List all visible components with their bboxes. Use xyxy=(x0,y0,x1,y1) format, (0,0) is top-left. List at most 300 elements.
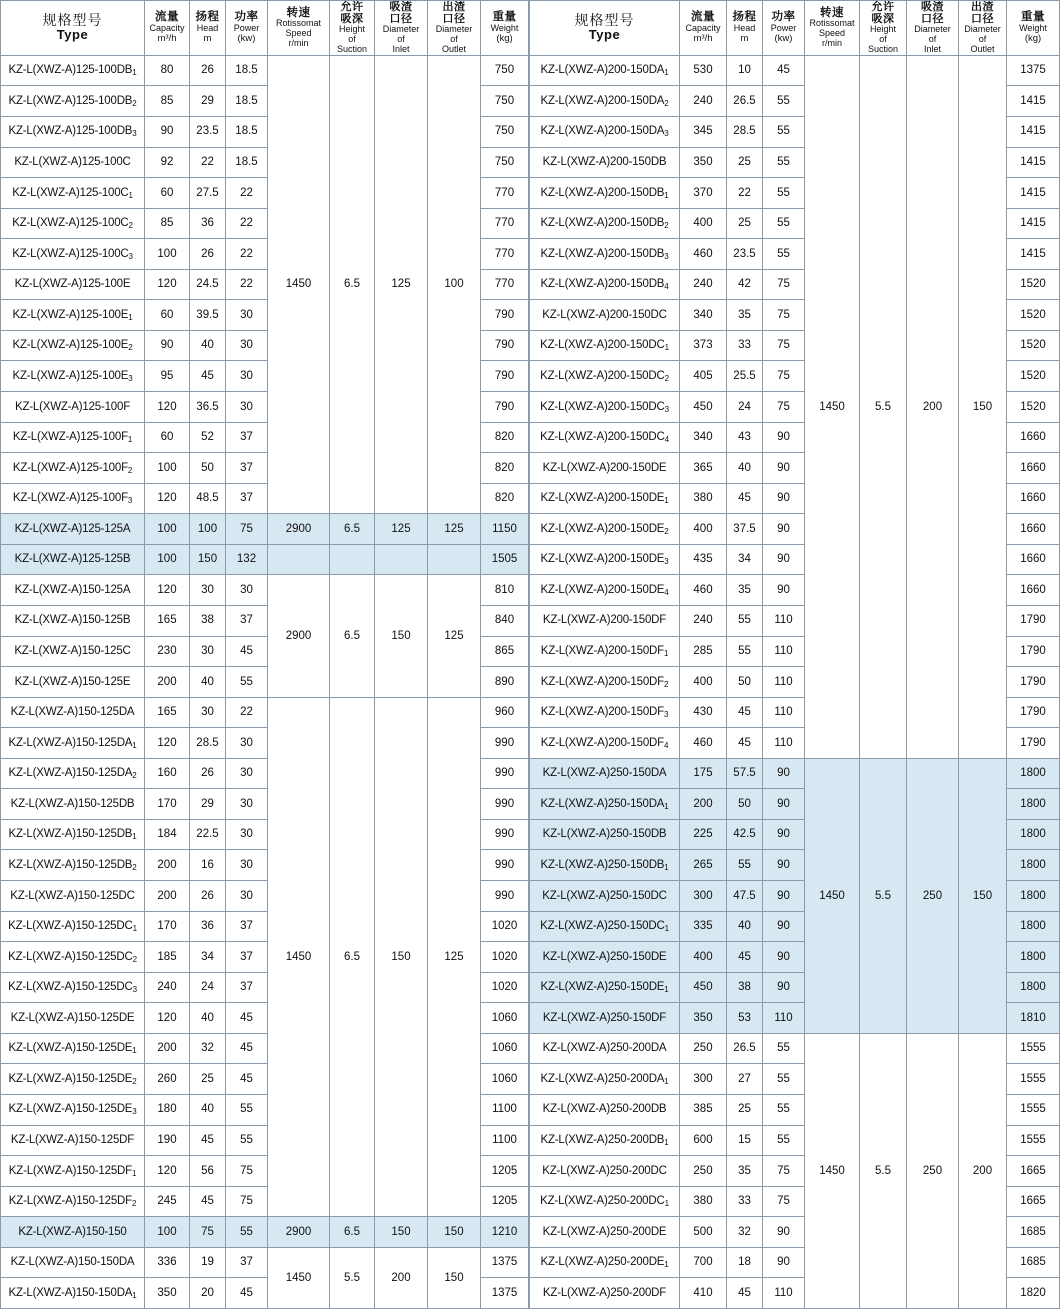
cell-weight: 1060 xyxy=(481,1003,529,1034)
cell-type: KZ-L(XWZ-A)125-100C xyxy=(1,147,145,178)
cell-head: 30 xyxy=(190,575,226,606)
cell-power: 45 xyxy=(226,1003,268,1034)
cell-capacity: 500 xyxy=(680,1217,727,1248)
cell-weight: 1100 xyxy=(481,1125,529,1156)
cell-capacity: 400 xyxy=(680,514,727,545)
cell-power: 55 xyxy=(763,86,805,117)
cell-power: 30 xyxy=(226,728,268,759)
cell-weight: 1205 xyxy=(481,1156,529,1187)
cell-outlet-diameter: 125 xyxy=(428,575,481,697)
cell-type: $KZ-L(XWZ-A)250-200DB_1$ xyxy=(530,1125,680,1156)
cell-capacity: 450 xyxy=(680,972,727,1003)
cell-type: $KZ-L(XWZ-A)150-125DB_1$ xyxy=(1,819,145,850)
cell-speed: 2900 xyxy=(268,1217,330,1248)
cell-weight: 1800 xyxy=(1007,758,1060,789)
cell-type: $KZ-L(XWZ-A)125-100C_2$ xyxy=(1,208,145,239)
cell-head: 22 xyxy=(727,178,763,209)
cell-outlet-diameter: 100 xyxy=(428,55,481,513)
cell-power: 90 xyxy=(763,453,805,484)
cell-power: 90 xyxy=(763,575,805,606)
cell-weight: 890 xyxy=(481,667,529,698)
cell-type: $KZ-L(XWZ-A)150-125DF_1$ xyxy=(1,1156,145,1187)
cell-power: 22 xyxy=(226,269,268,300)
cell-type: $KZ-L(XWZ-A)200-150DA_1$ xyxy=(530,55,680,86)
cell-type: $KZ-L(XWZ-A)200-150DE_3$ xyxy=(530,544,680,575)
cell-capacity: 100 xyxy=(145,239,190,270)
cell-head: 45 xyxy=(727,728,763,759)
cell-weight: 1790 xyxy=(1007,636,1060,667)
pump-spec-table-right xyxy=(529,0,1060,1309)
cell-power: 90 xyxy=(763,1217,805,1248)
header-capacity: 流量 Capacity m³/h xyxy=(680,1,727,56)
cell-type: $KZ-L(XWZ-A)125-100C_3$ xyxy=(1,239,145,270)
cell-power: 55 xyxy=(763,239,805,270)
cell-power: 18.5 xyxy=(226,147,268,178)
cell-capacity: 365 xyxy=(680,453,727,484)
cell-head: 10 xyxy=(727,55,763,86)
table-row xyxy=(1,1217,529,1248)
cell-type: $KZ-L(XWZ-A)200-150DB_3$ xyxy=(530,239,680,270)
cell-weight: 1685 xyxy=(1007,1247,1060,1278)
cell-head: 38 xyxy=(727,972,763,1003)
table-row xyxy=(1,575,529,606)
cell-type: KZ-L(XWZ-A)150-150 xyxy=(1,1217,145,1248)
cell-capacity: 120 xyxy=(145,1156,190,1187)
cell-capacity: 700 xyxy=(680,1247,727,1278)
table-row xyxy=(1,1247,529,1278)
header-power: 功率 Power (kw) xyxy=(763,1,805,56)
cell-capacity: 240 xyxy=(680,269,727,300)
cell-power: 45 xyxy=(763,55,805,86)
cell-type: KZ-L(XWZ-A)200-150DB xyxy=(530,147,680,178)
cell-capacity: 340 xyxy=(680,300,727,331)
cell-type: KZ-L(XWZ-A)150-125DE xyxy=(1,1003,145,1034)
cell-type: $KZ-L(XWZ-A)250-150DC_1$ xyxy=(530,911,680,942)
cell-capacity: 230 xyxy=(145,636,190,667)
cell-inlet-diameter: 250 xyxy=(907,758,959,1033)
cell-weight: 990 xyxy=(481,819,529,850)
header-head: 扬程 Head m xyxy=(190,1,226,56)
table-header-left xyxy=(1,1,529,56)
cell-weight: 1150 xyxy=(481,514,529,545)
cell-speed: 1450 xyxy=(805,55,860,758)
cell-power: 55 xyxy=(226,1217,268,1248)
cell-power: 30 xyxy=(226,789,268,820)
cell-head: 30 xyxy=(190,697,226,728)
cell-weight: 865 xyxy=(481,636,529,667)
cell-power: 30 xyxy=(226,575,268,606)
cell-power: 45 xyxy=(226,1064,268,1095)
cell-weight: 840 xyxy=(481,605,529,636)
cell-capacity: 80 xyxy=(145,55,190,86)
cell-type: KZ-L(XWZ-A)250-150DF xyxy=(530,1003,680,1034)
cell-head: 55 xyxy=(727,605,763,636)
cell-capacity: 380 xyxy=(680,1186,727,1217)
cell-head: 42 xyxy=(727,269,763,300)
cell-type: $KZ-L(XWZ-A)125-100DB_3$ xyxy=(1,116,145,147)
cell-capacity: 120 xyxy=(145,483,190,514)
cell-weight: 1685 xyxy=(1007,1217,1060,1248)
cell-capacity: 400 xyxy=(680,667,727,698)
cell-weight: 1660 xyxy=(1007,453,1060,484)
cell-type: KZ-L(XWZ-A)250-200DE xyxy=(530,1217,680,1248)
cell-suction-height: 6.5 xyxy=(330,55,375,513)
cell-weight: 1660 xyxy=(1007,544,1060,575)
cell-power: 75 xyxy=(763,392,805,423)
cell-head: 16 xyxy=(190,850,226,881)
cell-type: $KZ-L(XWZ-A)200-150DA_3$ xyxy=(530,116,680,147)
cell-type: KZ-L(XWZ-A)125-125B xyxy=(1,544,145,575)
cell-head: 57.5 xyxy=(727,758,763,789)
cell-weight: 1520 xyxy=(1007,300,1060,331)
cell-power: 55 xyxy=(763,116,805,147)
cell-power: 75 xyxy=(763,269,805,300)
cell-type: $KZ-L(XWZ-A)250-200DA_1$ xyxy=(530,1064,680,1095)
cell-power: 75 xyxy=(226,1186,268,1217)
cell-head: 23.5 xyxy=(190,116,226,147)
cell-head: 40 xyxy=(190,1094,226,1125)
cell-outlet-diameter xyxy=(428,544,481,575)
cell-capacity: 380 xyxy=(680,483,727,514)
cell-weight: 1060 xyxy=(481,1033,529,1064)
cell-head: 45 xyxy=(727,942,763,973)
cell-weight: 1100 xyxy=(481,1094,529,1125)
header-outlet-diameter: 出渣 口径 Diameter of Outlet xyxy=(428,1,481,56)
cell-power: 55 xyxy=(763,208,805,239)
cell-weight: 1555 xyxy=(1007,1125,1060,1156)
cell-suction-height: 6.5 xyxy=(330,514,375,545)
cell-weight: 1660 xyxy=(1007,422,1060,453)
cell-type: $KZ-L(XWZ-A)125-100DB_2$ xyxy=(1,86,145,117)
cell-weight: 1790 xyxy=(1007,697,1060,728)
cell-head: 48.5 xyxy=(190,483,226,514)
cell-type: KZ-L(XWZ-A)150-125DC xyxy=(1,881,145,912)
cell-suction-height: 6.5 xyxy=(330,575,375,697)
cell-inlet-diameter: 150 xyxy=(375,697,428,1217)
cell-power: 90 xyxy=(763,789,805,820)
cell-weight: 1810 xyxy=(1007,1003,1060,1034)
cell-power: 30 xyxy=(226,361,268,392)
cell-capacity: 120 xyxy=(145,269,190,300)
cell-outlet-diameter: 125 xyxy=(428,514,481,545)
cell-head: 25.5 xyxy=(727,361,763,392)
cell-weight: 820 xyxy=(481,422,529,453)
cell-type: $KZ-L(XWZ-A)150-125DE_2$ xyxy=(1,1064,145,1095)
cell-speed: 1450 xyxy=(268,55,330,513)
cell-power: 110 xyxy=(763,1003,805,1034)
cell-head: 40 xyxy=(727,453,763,484)
cell-type: KZ-L(XWZ-A)150-125A xyxy=(1,575,145,606)
table-row xyxy=(1,544,529,575)
cell-head: 34 xyxy=(727,544,763,575)
cell-head: 25 xyxy=(190,1064,226,1095)
cell-power: 75 xyxy=(763,361,805,392)
cell-capacity: 184 xyxy=(145,819,190,850)
cell-type: KZ-L(XWZ-A)150-125B xyxy=(1,605,145,636)
cell-type: $KZ-L(XWZ-A)150-125DC_1$ xyxy=(1,911,145,942)
table-body-left xyxy=(1,55,529,1308)
cell-head: 40 xyxy=(190,330,226,361)
cell-power: 45 xyxy=(226,1278,268,1309)
cell-type: $KZ-L(XWZ-A)150-150DA_1$ xyxy=(1,1278,145,1309)
cell-type: KZ-L(XWZ-A)200-150DF xyxy=(530,605,680,636)
cell-weight: 1790 xyxy=(1007,728,1060,759)
cell-weight: 1800 xyxy=(1007,881,1060,912)
cell-inlet-diameter: 200 xyxy=(375,1247,428,1308)
cell-power: 22 xyxy=(226,178,268,209)
cell-type: $KZ-L(XWZ-A)150-125DB_2$ xyxy=(1,850,145,881)
cell-type: $KZ-L(XWZ-A)125-100F_1$ xyxy=(1,422,145,453)
cell-power: 22 xyxy=(226,697,268,728)
table-row xyxy=(1,55,529,86)
cell-power: 75 xyxy=(763,300,805,331)
cell-power: 30 xyxy=(226,300,268,331)
cell-capacity: 85 xyxy=(145,208,190,239)
cell-head: 40 xyxy=(727,911,763,942)
cell-capacity: 460 xyxy=(680,728,727,759)
cell-power: 90 xyxy=(763,544,805,575)
cell-power: 110 xyxy=(763,667,805,698)
cell-weight: 1415 xyxy=(1007,239,1060,270)
cell-power: 90 xyxy=(763,942,805,973)
cell-head: 24 xyxy=(190,972,226,1003)
cell-head: 24.5 xyxy=(190,269,226,300)
cell-power: 75 xyxy=(226,1156,268,1187)
cell-weight: 1660 xyxy=(1007,483,1060,514)
cell-power: 55 xyxy=(763,1094,805,1125)
cell-capacity: 120 xyxy=(145,1003,190,1034)
pump-spec-table-left xyxy=(0,0,529,1309)
cell-weight: 1665 xyxy=(1007,1156,1060,1187)
cell-power: 37 xyxy=(226,1247,268,1278)
cell-head: 55 xyxy=(727,636,763,667)
cell-capacity: 410 xyxy=(680,1278,727,1309)
cell-capacity: 160 xyxy=(145,758,190,789)
cell-capacity: 245 xyxy=(145,1186,190,1217)
cell-type: $KZ-L(XWZ-A)200-150DB_1$ xyxy=(530,178,680,209)
cell-type: $KZ-L(XWZ-A)150-125DA_2$ xyxy=(1,758,145,789)
header-suction-height: 允许 吸深 Height of Suction xyxy=(330,1,375,56)
cell-weight: 1210 xyxy=(481,1217,529,1248)
cell-weight: 750 xyxy=(481,116,529,147)
cell-capacity: 120 xyxy=(145,575,190,606)
cell-weight: 990 xyxy=(481,881,529,912)
cell-weight: 790 xyxy=(481,330,529,361)
cell-power: 90 xyxy=(763,483,805,514)
cell-weight: 960 xyxy=(481,697,529,728)
cell-head: 35 xyxy=(727,1156,763,1187)
cell-type: $KZ-L(XWZ-A)150-125DE_3$ xyxy=(1,1094,145,1125)
cell-weight: 1800 xyxy=(1007,972,1060,1003)
cell-type: $KZ-L(XWZ-A)200-150DE_2$ xyxy=(530,514,680,545)
cell-capacity: 165 xyxy=(145,697,190,728)
cell-type: KZ-L(XWZ-A)250-150DE xyxy=(530,942,680,973)
cell-head: 39.5 xyxy=(190,300,226,331)
cell-weight: 1520 xyxy=(1007,269,1060,300)
cell-power: 37 xyxy=(226,422,268,453)
cell-power: 22 xyxy=(226,208,268,239)
cell-inlet-diameter: 125 xyxy=(375,55,428,513)
cell-head: 50 xyxy=(727,667,763,698)
cell-head: 26.5 xyxy=(727,1033,763,1064)
cell-suction-height: 6.5 xyxy=(330,1217,375,1248)
cell-type: KZ-L(XWZ-A)125-100E xyxy=(1,269,145,300)
cell-inlet-diameter: 200 xyxy=(907,55,959,758)
cell-capacity: 450 xyxy=(680,392,727,423)
cell-power: 110 xyxy=(763,636,805,667)
cell-head: 19 xyxy=(190,1247,226,1278)
cell-capacity: 405 xyxy=(680,361,727,392)
cell-power: 30 xyxy=(226,392,268,423)
cell-head: 32 xyxy=(190,1033,226,1064)
cell-head: 35 xyxy=(727,575,763,606)
cell-power: 90 xyxy=(763,972,805,1003)
cell-weight: 1060 xyxy=(481,1064,529,1095)
cell-capacity: 336 xyxy=(145,1247,190,1278)
cell-head: 47.5 xyxy=(727,881,763,912)
cell-type: KZ-L(XWZ-A)125-100F xyxy=(1,392,145,423)
cell-capacity: 350 xyxy=(680,1003,727,1034)
cell-power: 55 xyxy=(226,1125,268,1156)
cell-capacity: 430 xyxy=(680,697,727,728)
cell-weight: 770 xyxy=(481,208,529,239)
cell-capacity: 175 xyxy=(680,758,727,789)
cell-head: 36.5 xyxy=(190,392,226,423)
cell-weight: 810 xyxy=(481,575,529,606)
cell-type: $KZ-L(XWZ-A)125-100C_1$ xyxy=(1,178,145,209)
cell-power: 45 xyxy=(226,636,268,667)
cell-power: 90 xyxy=(763,881,805,912)
cell-speed: 1450 xyxy=(805,758,860,1033)
cell-capacity: 100 xyxy=(145,544,190,575)
cell-power: 75 xyxy=(763,1156,805,1187)
cell-type: $KZ-L(XWZ-A)200-150DB_4$ xyxy=(530,269,680,300)
cell-type: $KZ-L(XWZ-A)200-150DF_4$ xyxy=(530,728,680,759)
cell-capacity: 600 xyxy=(680,1125,727,1156)
cell-head: 38 xyxy=(190,605,226,636)
cell-type: $KZ-L(XWZ-A)250-150DA_1$ xyxy=(530,789,680,820)
cell-type: $KZ-L(XWZ-A)150-125DC_2$ xyxy=(1,942,145,973)
cell-head: 18 xyxy=(727,1247,763,1278)
cell-type: KZ-L(XWZ-A)250-150DA xyxy=(530,758,680,789)
cell-capacity: 250 xyxy=(680,1033,727,1064)
cell-type: KZ-L(XWZ-A)150-125DA xyxy=(1,697,145,728)
cell-head: 29 xyxy=(190,789,226,820)
cell-weight: 990 xyxy=(481,758,529,789)
cell-capacity: 460 xyxy=(680,239,727,270)
cell-type: $KZ-L(XWZ-A)200-150DC_1$ xyxy=(530,330,680,361)
cell-type: $KZ-L(XWZ-A)200-150DB_2$ xyxy=(530,208,680,239)
table-row xyxy=(530,55,1060,86)
cell-capacity: 200 xyxy=(145,850,190,881)
cell-power: 55 xyxy=(763,147,805,178)
cell-head: 37.5 xyxy=(727,514,763,545)
cell-capacity: 340 xyxy=(680,422,727,453)
cell-type: KZ-L(XWZ-A)250-150DC xyxy=(530,881,680,912)
cell-head: 28.5 xyxy=(190,728,226,759)
cell-power: 90 xyxy=(763,758,805,789)
cell-head: 45 xyxy=(727,697,763,728)
cell-type: $KZ-L(XWZ-A)200-150DF_1$ xyxy=(530,636,680,667)
cell-weight: 750 xyxy=(481,86,529,117)
cell-type: $KZ-L(XWZ-A)125-100E_3$ xyxy=(1,361,145,392)
header-capacity: 流量 Capacity m³/h xyxy=(145,1,190,56)
cell-inlet-diameter: 250 xyxy=(907,1033,959,1308)
cell-power: 37 xyxy=(226,911,268,942)
cell-power: 37 xyxy=(226,942,268,973)
cell-capacity: 400 xyxy=(680,942,727,973)
cell-weight: 1820 xyxy=(1007,1278,1060,1309)
cell-head: 43 xyxy=(727,422,763,453)
cell-capacity: 265 xyxy=(680,850,727,881)
cell-weight: 1020 xyxy=(481,942,529,973)
cell-weight: 1375 xyxy=(1007,55,1060,86)
cell-capacity: 240 xyxy=(680,86,727,117)
cell-capacity: 190 xyxy=(145,1125,190,1156)
header-weight: 重量 Weight (kg) xyxy=(481,1,529,56)
cell-weight: 1520 xyxy=(1007,361,1060,392)
cell-power: 110 xyxy=(763,1278,805,1309)
cell-head: 45 xyxy=(190,1186,226,1217)
cell-power: 55 xyxy=(763,1033,805,1064)
cell-power: 37 xyxy=(226,972,268,1003)
cell-weight: 990 xyxy=(481,728,529,759)
cell-capacity: 100 xyxy=(145,1217,190,1248)
cell-head: 26 xyxy=(190,55,226,86)
cell-weight: 1660 xyxy=(1007,514,1060,545)
cell-capacity: 350 xyxy=(145,1278,190,1309)
cell-power: 90 xyxy=(763,422,805,453)
cell-capacity: 120 xyxy=(145,728,190,759)
cell-head: 30 xyxy=(190,636,226,667)
cell-type: $KZ-L(XWZ-A)250-200DC_1$ xyxy=(530,1186,680,1217)
cell-head: 22 xyxy=(190,147,226,178)
cell-type: $KZ-L(XWZ-A)125-100E_2$ xyxy=(1,330,145,361)
cell-power: 18.5 xyxy=(226,116,268,147)
cell-power: 45 xyxy=(226,1033,268,1064)
cell-capacity: 60 xyxy=(145,300,190,331)
cell-type: KZ-L(XWZ-A)250-200DB xyxy=(530,1094,680,1125)
cell-power: 55 xyxy=(763,178,805,209)
cell-head: 25 xyxy=(727,208,763,239)
cell-head: 150 xyxy=(190,544,226,575)
cell-suction-height: 5.5 xyxy=(860,758,907,1033)
cell-power: 90 xyxy=(763,911,805,942)
cell-head: 25 xyxy=(727,147,763,178)
cell-weight: 990 xyxy=(481,850,529,881)
cell-weight: 1520 xyxy=(1007,330,1060,361)
cell-weight: 1020 xyxy=(481,911,529,942)
cell-head: 100 xyxy=(190,514,226,545)
cell-capacity: 185 xyxy=(145,942,190,973)
cell-power: 37 xyxy=(226,483,268,514)
cell-power: 30 xyxy=(226,330,268,361)
cell-weight: 1800 xyxy=(1007,911,1060,942)
cell-weight: 1555 xyxy=(1007,1094,1060,1125)
header-inlet-diameter: 吸渣 口径 Diameter of Inlet xyxy=(907,1,959,56)
cell-head: 26 xyxy=(190,881,226,912)
cell-type: KZ-L(XWZ-A)150-150DA xyxy=(1,1247,145,1278)
cell-type: KZ-L(XWZ-A)250-150DB xyxy=(530,819,680,850)
cell-type: KZ-L(XWZ-A)125-125A xyxy=(1,514,145,545)
cell-weight: 1555 xyxy=(1007,1064,1060,1095)
cell-head: 23.5 xyxy=(727,239,763,270)
cell-speed: 2900 xyxy=(268,575,330,697)
cell-suction-height: 5.5 xyxy=(330,1247,375,1308)
cell-capacity: 100 xyxy=(145,453,190,484)
cell-capacity: 165 xyxy=(145,605,190,636)
cell-power: 30 xyxy=(226,850,268,881)
